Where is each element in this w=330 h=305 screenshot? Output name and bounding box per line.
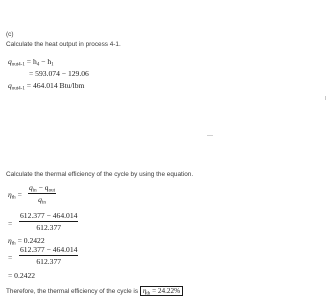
efficiency-formula-numerator: $q_{in} - q_{out}$ [29,183,55,194]
step3-equals: = [8,253,13,262]
efficiency-symbol: $\eta_{th}$ = [8,190,22,201]
step1-equals: = [8,219,13,228]
final-answer-box: $\eta_{th} = 24.22\%$ [140,286,183,296]
step3-fraction [19,245,78,266]
conclusion-text: Therefore, the thermal efficiency of the cycle is [6,288,139,295]
heat-output-result: $q_{out4-1} = 464.014$ Btu/lbm [8,81,85,92]
heat-output-substitution: = 593.074 − 129.06 [29,69,89,78]
step3-numerator: 612.377 − 464.014 [20,245,78,254]
step2-line: $\eta_{th} = 0.2422$ [8,236,45,247]
heat-output-definition: $q_{out4-1} = h_4 - h_1$ [8,57,54,68]
efficiency-instruction: Calculate the thermal efficiency of the cycle by using the equation. [6,171,194,178]
step4-line: = 0.2422 [8,271,36,280]
efficiency-formula-fraction [28,183,56,204]
step3-denominator: 612.377 [36,257,62,266]
divider-mark [207,135,213,136]
section-label: (c) [6,31,14,38]
step1-numerator: 612.377 − 464.014 [20,211,78,220]
scroll-marker [325,96,326,100]
heat-output-instruction: Calculate the heat output in process 4-1. [6,41,121,48]
conclusion-line [6,287,183,295]
efficiency-formula-denominator: $q_{in}$ [38,195,46,206]
step1-fraction [19,211,78,232]
step1-denominator: 612.377 [36,223,62,232]
